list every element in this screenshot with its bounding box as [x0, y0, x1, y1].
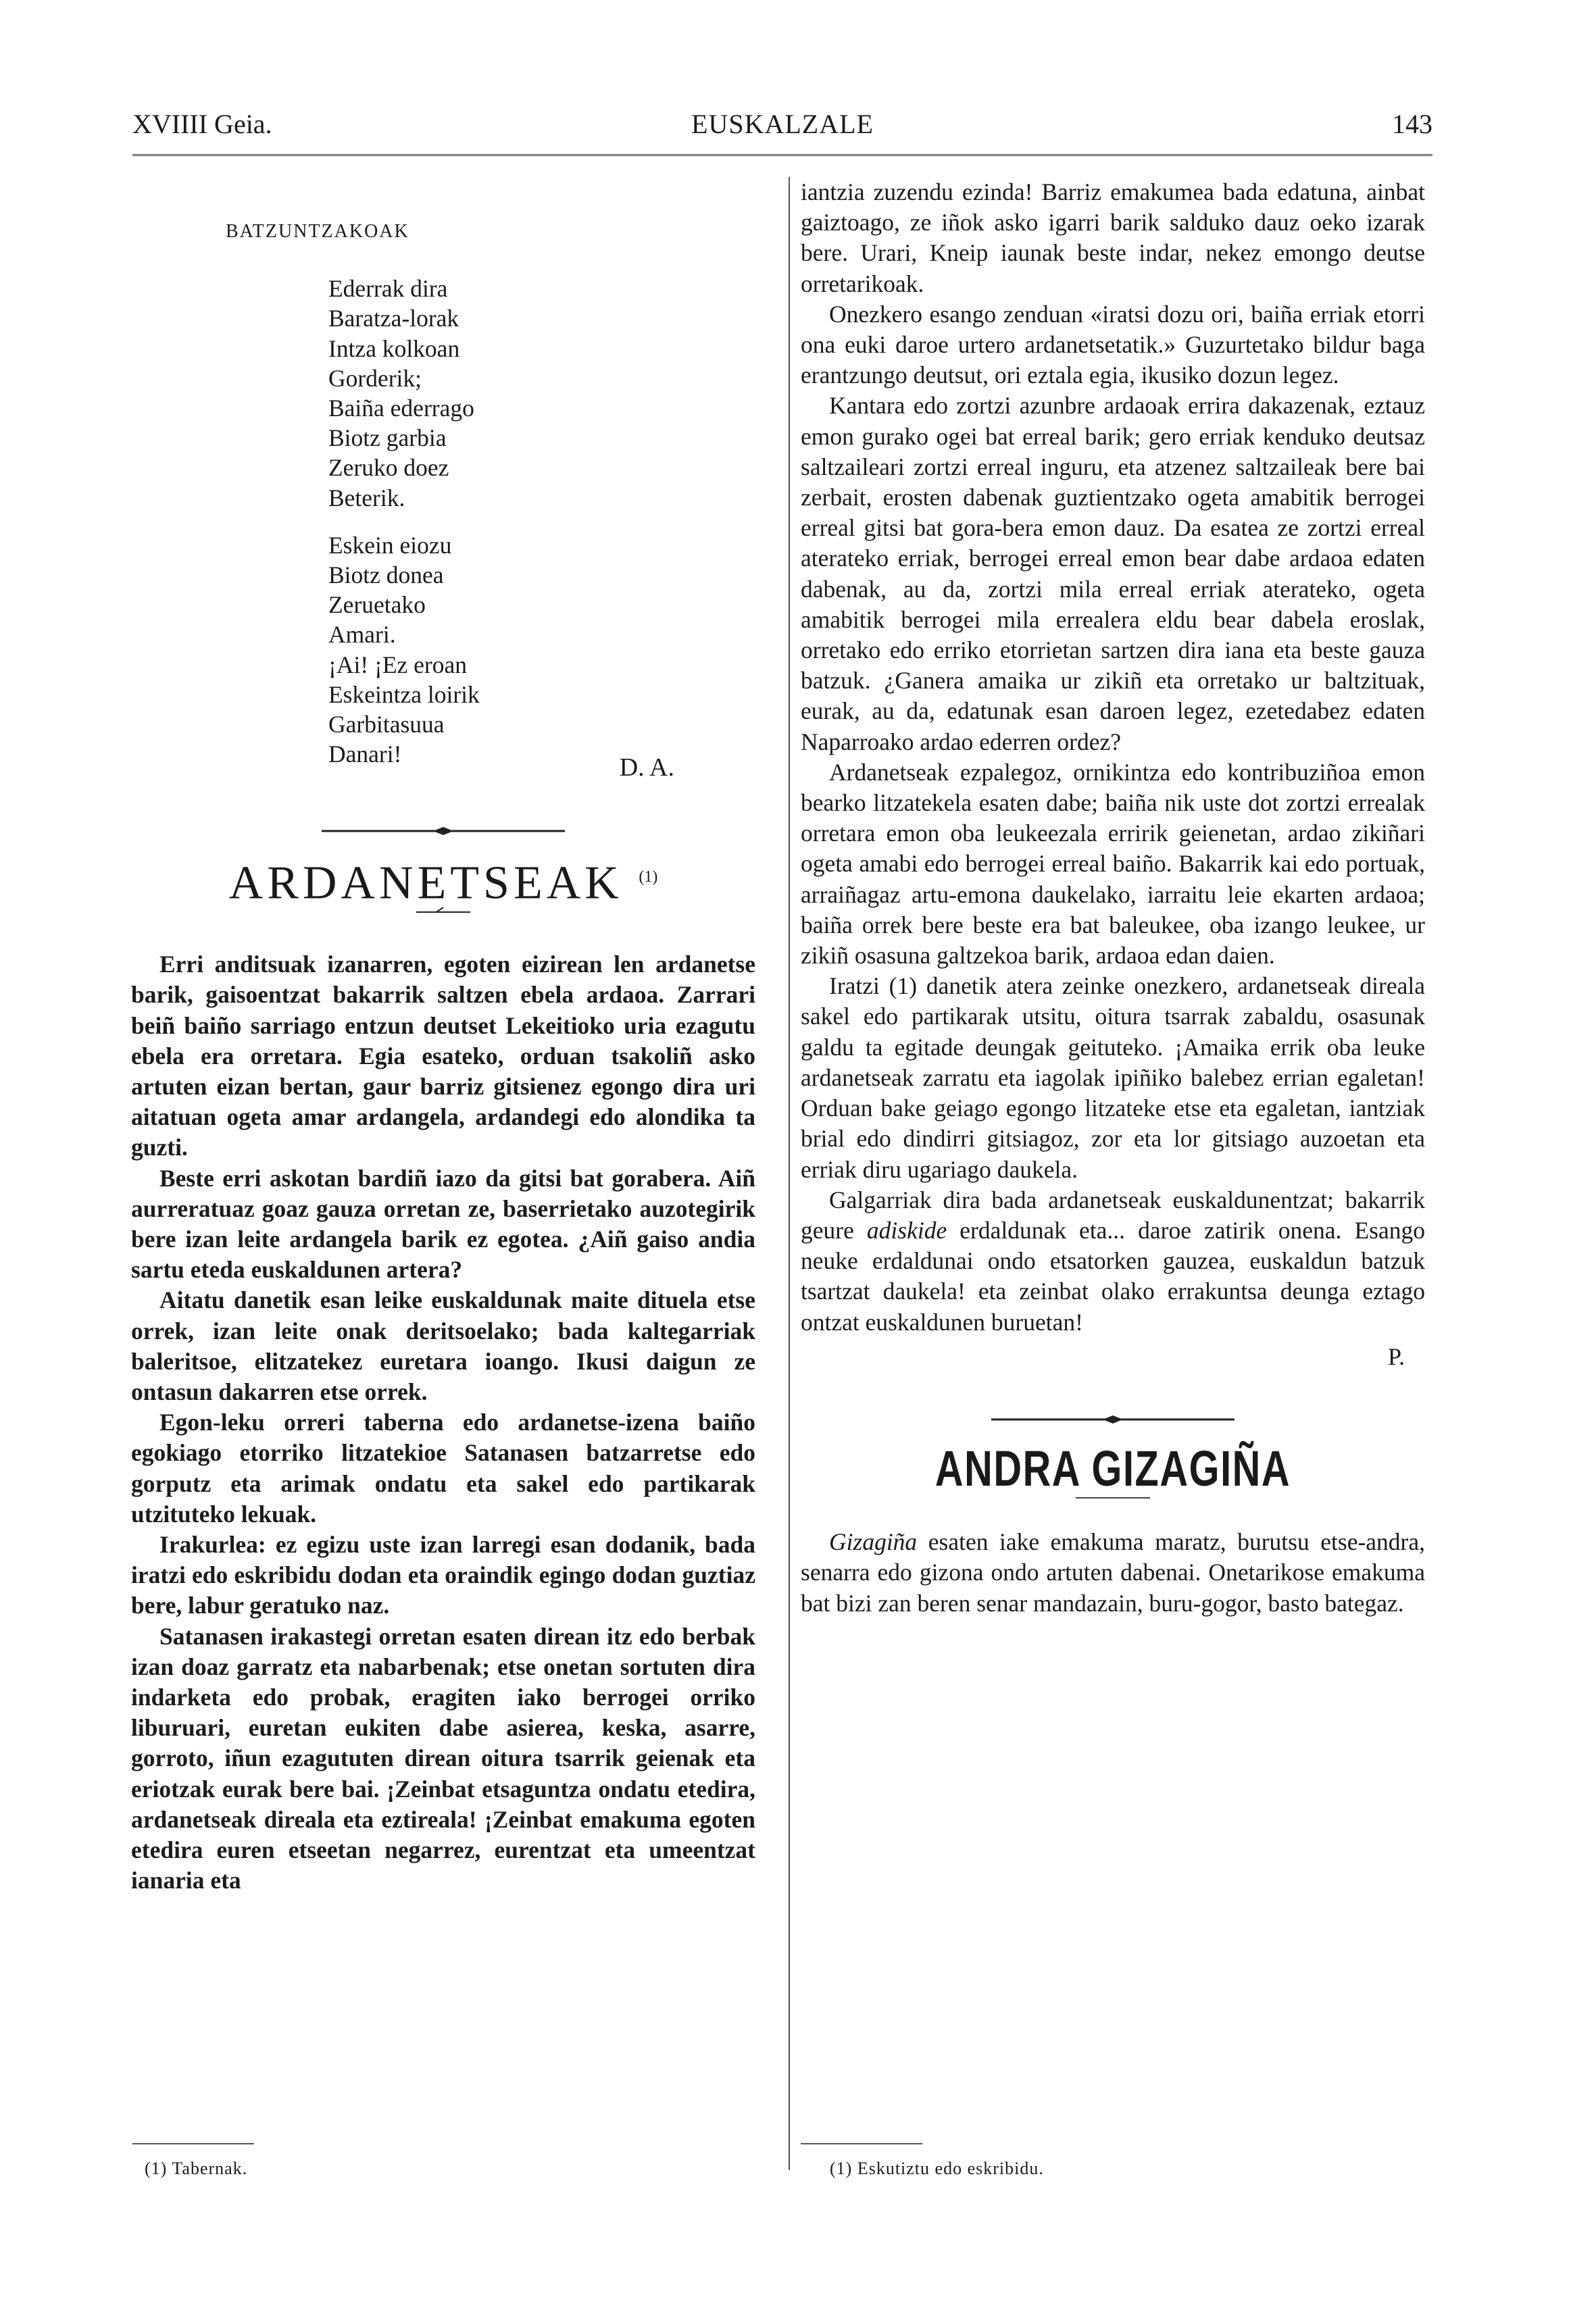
paragraph: Iratzi (1) danetik atera zeinke onezkero, ardanetseak direala sakel edo partikarak utsitu, oitura tsarrak zabaldu, osasunak galdu ta egitade deungak geituteko. ¡Amaika errik oba leuke ardanetseak zarratu eta iagolak ipiñiko balebez errian egaletan! Orduan bake geiago egongo litzateke etse eta egaletan, iantziak brial edo dindirri gitsiagoz, zor eta lor gitsiago auzoetan eta erriak diru ugariago daukela. — [801, 972, 1425, 1183]
footnote-left: (1) Tabernak. — [145, 2159, 248, 2178]
paragraph-text: esaten iake emakuma maratz, burutsu etse-andra, senarra edo gizona ondo artuten dabenai. Onetarikose emakuma bat bizi zan beren senar mandazain, buru-gogor, basto bategaz. — [801, 1528, 1425, 1617]
running-header — [132, 108, 1432, 149]
title-footnote-mark: (1) — [639, 867, 658, 886]
page-number: 143 — [1392, 109, 1432, 139]
ornament-divider — [308, 818, 578, 845]
article-signature: P. — [1387, 1342, 1405, 1370]
poem-line: Zeruetako — [328, 591, 426, 619]
paragraph: Kantara edo zortzi azunbre ardaoak errira dakazenak, eztauz emon gurako ogei bat erreal barik; gero erriak kenduko deutsaz saltzaileari zortzi erreal inguru, eta atzenez saltzaileak bere bai zerbait, erosten dabenak guztientzako ogeta amabitik berrogei erreal gitsi bat gora-bera emon dauz. Da esatea ze zortzi erreal aterateko erriak, berrogei erreal emon bear dabe ardaoa edaten dabenak, au da, zortzi mila erreal erriak aterateko, ogeta amabitik berrogei mila errealera eldu bear dabela eroslak, orretako edo erriko etorrietan sartzen dira iana eta beste gauza batzuk. ¿Ganera amaika ur zikiñ eta orretako ur baltzituak, eurak, au da, edatunak esan daroen legez, ezetedabez edaten Naparroako ardao ederren ordez? — [801, 392, 1425, 755]
paragraph: Aitatu danetik esan leike euskaldunak maite dituela etse orrek, izan leite onak deritsoelako; bada kaltegarriak baleritsoe, elitzatekez euretara ioango. Ikusi daigun ze ontasun dakarren etse orrek. — [131, 1286, 755, 1406]
poem-line: Beterik. — [328, 484, 405, 511]
article-title-text: ARDANETSEAK — [228, 856, 623, 909]
poem-line: ¡Ai! ¡Ez eroan — [328, 651, 467, 678]
poem-line: Baiña ederrago — [328, 395, 474, 422]
paragraph: iantzia zuzendu ezinda! Barriz emakumea bada edatuna, ainbat gaiztoago, ze iñok asko igarri barik salduko dauz oeko izarak bere. Urari, Kneip iaunak beste indar, nekez emongo deutse orretarikoak. — [801, 178, 1425, 297]
poem-line: Eskein eiozu — [328, 531, 452, 559]
poem-line: Zeruko doez — [328, 454, 449, 482]
journal-title: EUSKALZALE — [691, 109, 874, 139]
italic-word: adiskide — [866, 1216, 947, 1244]
poem-line: Biotz garbia — [328, 424, 447, 452]
poem-line: Gorderik; — [328, 364, 422, 392]
left-column — [131, 177, 755, 1896]
right-column — [801, 177, 1425, 1619]
article-title — [131, 856, 755, 909]
ornament-divider — [978, 1406, 1248, 1433]
italic-lead: Gizagiña — [829, 1528, 918, 1556]
poem-stanza-1 — [328, 274, 755, 513]
poem-line: Amari. — [328, 621, 396, 649]
paragraph: Egon-leku orreri taberna edo ardanetse-izena baiño egokiago etorriko litzatekioe Satanasen batzarretse edo gorputz eta arimak ondatu eta sakel edo partikarak utzituteko lekuak. — [131, 1409, 755, 1528]
article-body-left — [131, 949, 755, 1896]
poem-title: BATZUNTZAKOAK — [226, 221, 409, 242]
poem-stanza-2 — [328, 530, 755, 770]
footnote-rule-right — [801, 2143, 922, 2144]
poem-line: Ederrak dira — [328, 275, 448, 303]
paragraph: Irakurlea: ez egizu uste izan larregi esan dodanik, bada iratzi edo eskribidu dodan eta oraindik egingo dodan guztiaz bere, labur geratuko naz. — [131, 1531, 755, 1619]
poem-line: Biotz donea — [328, 561, 444, 589]
poem-line: Baratza-lorak — [328, 305, 459, 332]
poem — [328, 274, 755, 769]
poem-line: Garbitasuua — [328, 711, 445, 738]
paragraph: Ardanetseak ezpalegoz, ornikintza edo kontribuziñoa emon bearko litzatekela esaten dabe; baiña nik uste dot zortzi errealak orretara emon oba leukeezala erririk geienetan, ardao zikiñari ogeta amabi edo berrogei erreal baiño. Bakarrik kai edo portuak, arraiñagaz artu-emona daukelako, iarraitu leie ekarten ardaoa; baiña orrek bere beste era bat baleukee, oba izango leukee, ur zikiñ osasuna galtzekoa barik, ardaoa edan daien. — [801, 758, 1425, 970]
poem-line: Intza kolkoan — [328, 334, 460, 362]
article2-title: ANDRA GIZAGIÑA — [934, 1440, 1291, 1496]
title-underline — [1076, 1497, 1150, 1499]
column-divider — [789, 177, 790, 2170]
footnote-rule-left — [132, 2143, 254, 2144]
article2-paragraph — [801, 1527, 1425, 1619]
paragraph: Erri anditsuak izanarren, egoten eizirean len ardanetse barik, gaisoentzat bakarrik saltzen ebela ardaoa. Zarrari beiñ baiño sarriago entzun deutset Lekeitioko uria ezagutu ebela era orretara. Egia esateko, orduan tsakoliñ asko artuten eizan bertan, gaur barriz gitsienez egongo dira uri aitatuan ogeta amar ardangela, ardandegi edo alondika ta guzti. — [131, 951, 755, 1161]
paragraph-with-italic: Galgarriak dira bada ardanetseak euskaldunentzat; bakarrik geure adiskide erdaldunak eta... daroe zatirik onena. Esango neuke erdaldunai ondo etsatorken gauzea, euskaldun batzuk tsartzat daukela! eta zeinbat olako errakuntsa deunga eztago ontzat euskaldunen buruetan! — [801, 1186, 1425, 1336]
poem-signature: D. A. — [619, 753, 674, 782]
header-rule — [132, 154, 1432, 156]
poem-line: Danari! — [328, 740, 402, 768]
paragraph: Onezkero esango zenduan «iratsi dozu ori, baiña erriak etorri ona euki daroe urtero ardanetsetatik.» Guzurtetako bildur baga erantzungo deutsut, ori eztala egia, ikusiko dozun legez. — [801, 300, 1425, 389]
footnote-right: (1) Eskutiztu edo eskribidu. — [830, 2159, 1044, 2178]
poem-line: Eskeintza loirik — [328, 680, 480, 708]
issue-number: XVIIII Geia. — [132, 109, 272, 139]
paragraph: Satanasen irakastegi orretan esaten direan itz edo berbak izan doaz garratz eta nabarbenak; etse onetan sortuten dira indarketa edo probak, eragiten iako berrogei orriko liburuari, euretan eukiten dabe asierea, keska, asarre, gorroto, iñun ezagututen direan oitura tsarrik geienak eta eriotzak eurak bere bai. ¡Zeinbat etsaguntza ondatu etedira, ardanetseak direala eta eztireala! ¡Zeinbat emakuma egoten etedira euren etseetan negarrez, eurentzat eta umeentzat ianaria eta — [131, 1622, 755, 1894]
paragraph: Beste erri askotan bardiñ iazo da gitsi bat gorabera. Aiñ aurreratuaz goaz gauza orretan ze, baserrietako auzotegirik bere izan leite ardangela barik ez egotea. ¿Aiñ gaiso andia sartu eteda euskaldunen artera? — [131, 1164, 755, 1284]
